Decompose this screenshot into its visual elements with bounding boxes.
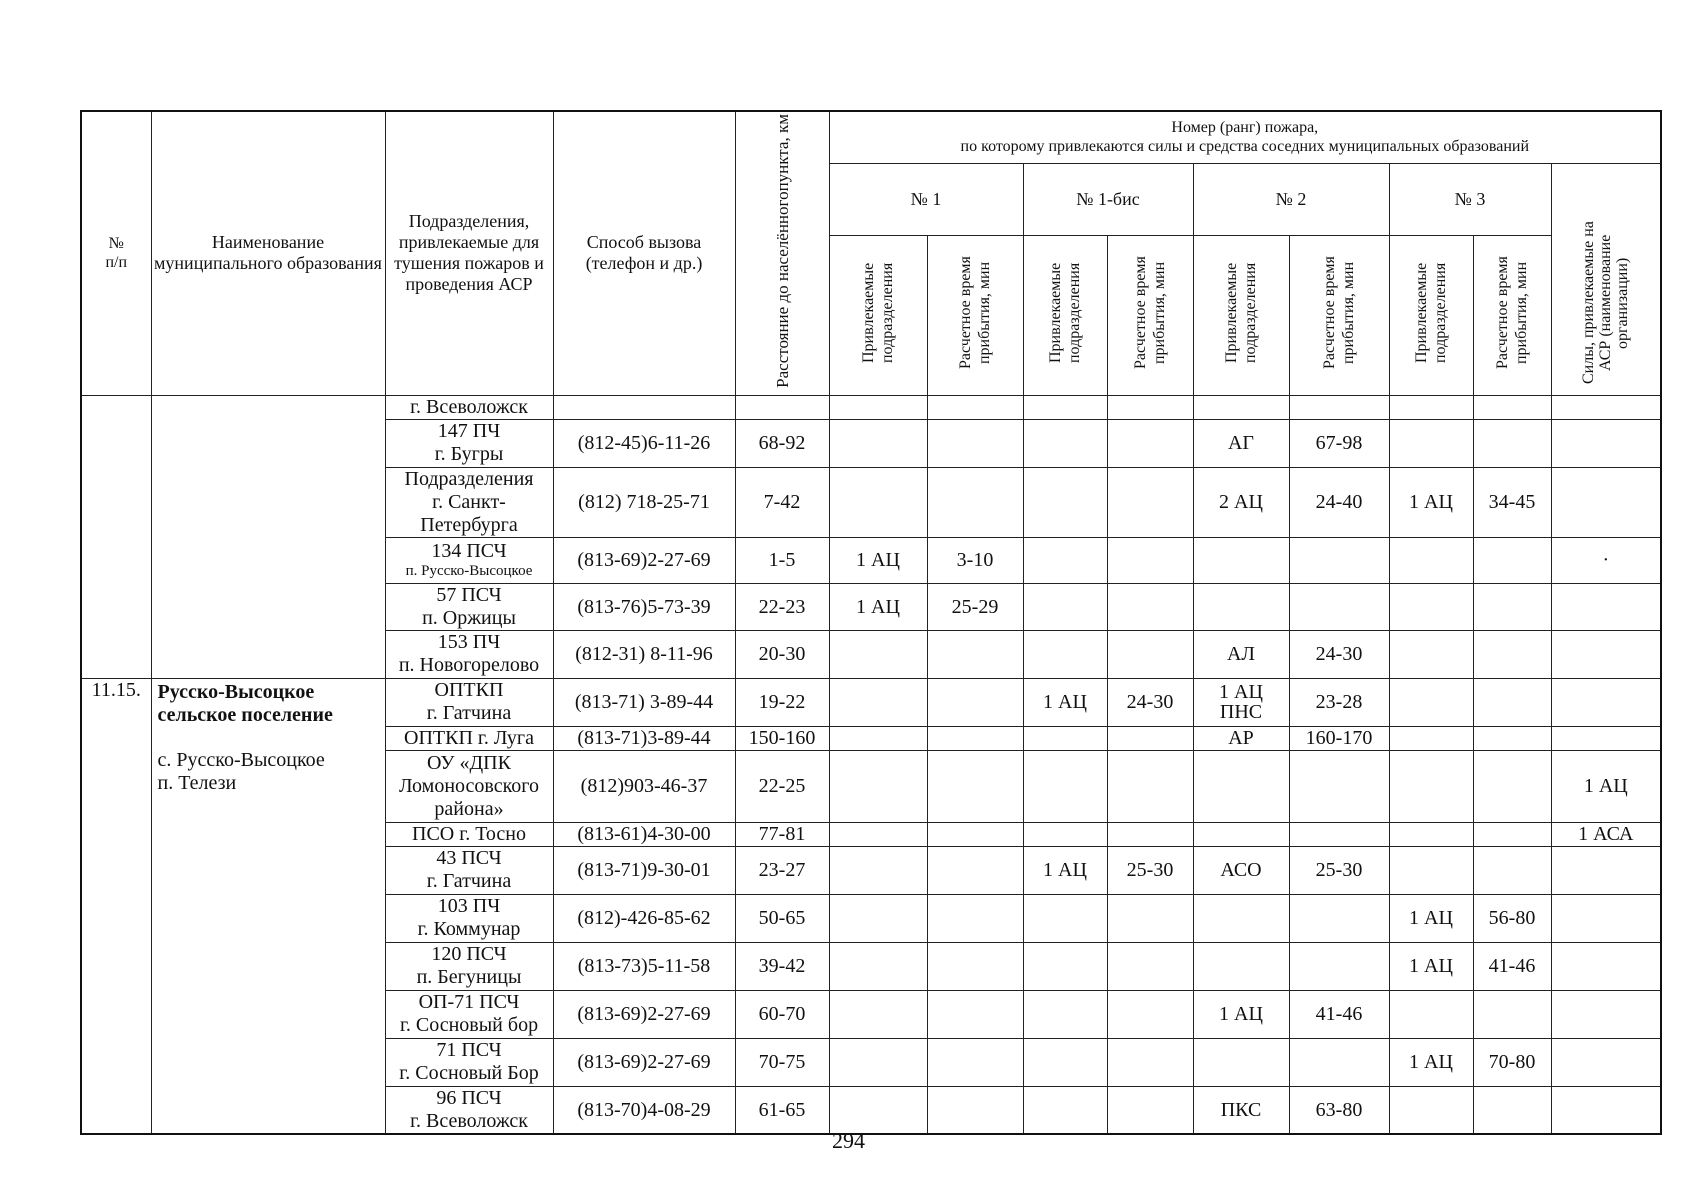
unit-line: 153 ПЧ	[437, 631, 501, 654]
r1t-cell	[927, 750, 1023, 822]
header-r2-units: Привлекаемые подразделения	[1193, 235, 1289, 395]
r3t-cell: 56-80	[1473, 894, 1551, 942]
r3t-cell	[1473, 630, 1551, 678]
r1u-cell	[829, 1038, 927, 1086]
r3u-cell	[1389, 822, 1473, 846]
header-rank-title: Номер (ранг) пожара,	[1171, 119, 1319, 137]
asr-cell	[1551, 467, 1661, 537]
header-rank-2: № 2	[1193, 163, 1389, 235]
r2t-cell: 24-30	[1289, 630, 1389, 678]
r3u-cell	[1389, 419, 1473, 467]
unit-line: 57 ПСЧ	[436, 583, 502, 606]
phone-cell: (813-71) 3-89-44	[553, 678, 735, 726]
unit-cell	[385, 822, 553, 846]
unit-line: ОУ «ДПК	[427, 751, 511, 774]
unit-cell	[385, 750, 553, 822]
unit-line: ПСО г. Тосно	[412, 822, 526, 845]
r1bt-cell	[1107, 894, 1193, 942]
r1u-cell	[829, 942, 927, 990]
r1bu-cell	[1023, 419, 1107, 467]
r3t-cell	[1473, 846, 1551, 894]
unit-line: 134 ПСЧ	[431, 540, 507, 563]
unit-line: г. Всеволожск	[410, 395, 528, 418]
r1bu-cell	[1023, 942, 1107, 990]
r1bt-cell	[1107, 419, 1193, 467]
r1t-cell	[927, 630, 1023, 678]
r3t-cell	[1473, 395, 1551, 419]
r2t-cell: 23-28	[1289, 678, 1389, 726]
phone-cell: (813-76)5-73-39	[553, 583, 735, 630]
r1t-cell	[927, 1038, 1023, 1086]
r1bu-cell	[1023, 990, 1107, 1038]
asr-cell	[1551, 419, 1661, 467]
r2u-cell: 1 АЦ	[1193, 990, 1289, 1038]
r1t-cell: 25-29	[927, 583, 1023, 630]
dist-cell: 7-42	[735, 467, 829, 537]
r1t-cell: 3-10	[927, 537, 1023, 583]
r1u-cell	[829, 395, 927, 419]
asr-cell: 1 АЦ	[1551, 750, 1661, 822]
r1bt-cell	[1107, 630, 1193, 678]
r3t-cell	[1473, 822, 1551, 846]
unit-line: 43 ПСЧ	[436, 847, 502, 870]
unit-cell	[385, 894, 553, 942]
r2u-cell	[1193, 942, 1289, 990]
unit-cell	[385, 395, 553, 419]
header-r1b-time: Расчетное время прибытия, мин	[1107, 235, 1193, 395]
r3t-cell	[1473, 750, 1551, 822]
phone-cell	[553, 395, 735, 419]
r2u-cell	[1193, 583, 1289, 630]
r2u-cell: ПКС	[1193, 1086, 1289, 1134]
r1bu-cell	[1023, 630, 1107, 678]
r3u-cell	[1389, 990, 1473, 1038]
dist-cell: 20-30	[735, 630, 829, 678]
r1u-cell	[829, 419, 927, 467]
header-distance: Расстояние до населённогопункта, км	[735, 111, 829, 395]
header-asr-forces: Силы, привлекаемые на АСР (наименование организации)	[1551, 163, 1661, 395]
r1bu-cell	[1023, 583, 1107, 630]
r1bu-cell: 1 АЦ	[1023, 678, 1107, 726]
r3u-cell	[1389, 395, 1473, 419]
r3t-cell	[1473, 990, 1551, 1038]
unit-line: Подразделения	[404, 467, 534, 490]
r1t-cell	[927, 467, 1023, 537]
unit-cell	[385, 583, 553, 630]
r3u-cell	[1389, 678, 1473, 726]
r2t-cell	[1289, 822, 1389, 846]
dist-cell: 60-70	[735, 990, 829, 1038]
r1bu-cell	[1023, 1038, 1107, 1086]
r2u-cell: 1 АЦ ПНС	[1193, 678, 1289, 726]
header-call-method: Способ вызова (телефон и др.)	[553, 111, 735, 395]
unit-line: 103 ПЧ	[437, 895, 501, 918]
r2u-cell	[1193, 1038, 1289, 1086]
r1u-cell	[829, 678, 927, 726]
section-settlements: с. Русско-Высоцкое п. Телези	[157, 748, 325, 794]
asr-cell	[1551, 630, 1661, 678]
r1t-cell	[927, 846, 1023, 894]
dist-cell: 22-23	[735, 583, 829, 630]
r2u-cell	[1193, 537, 1289, 583]
r1u-cell	[829, 726, 927, 750]
unit-line: г. Бугры	[434, 443, 504, 466]
phone-cell: (813-61)4-30-00	[553, 822, 735, 846]
row-num-cell	[81, 395, 151, 678]
unit-line: г. Гатчина	[426, 870, 512, 893]
r2t-cell: 41-46	[1289, 990, 1389, 1038]
unit-line: п. Бегуницы	[416, 966, 522, 989]
unit-cell	[385, 846, 553, 894]
r3t-cell: 41-46	[1473, 942, 1551, 990]
r2u-cell	[1193, 822, 1289, 846]
r3u-cell	[1389, 583, 1473, 630]
municipality-cell	[151, 395, 385, 678]
r2u-cell: АЛ	[1193, 630, 1289, 678]
r3u-cell: 1 АЦ	[1389, 942, 1473, 990]
r2t-cell	[1289, 942, 1389, 990]
r3u-cell	[1389, 846, 1473, 894]
header-r2-time: Расчетное время прибытия, мин	[1289, 235, 1389, 395]
asr-cell	[1551, 678, 1661, 726]
asr-cell	[1551, 990, 1661, 1038]
asr-cell	[1551, 942, 1661, 990]
unit-line: Ломоносовского	[398, 774, 540, 797]
r2u-cell	[1193, 750, 1289, 822]
r1u-cell: 1 АЦ	[829, 537, 927, 583]
r1bt-cell	[1107, 726, 1193, 750]
table-row	[81, 395, 1661, 419]
r1t-cell	[927, 942, 1023, 990]
header-rank-subtitle: по которому привлекаются силы и средства соседних муниципальных образований	[960, 138, 1529, 156]
r2t-cell	[1289, 750, 1389, 822]
dist-cell: 50-65	[735, 894, 829, 942]
r3u-cell: 1 АЦ	[1389, 467, 1473, 537]
r3t-cell: 34-45	[1473, 467, 1551, 537]
unit-line: г. Всеволожск	[410, 1110, 528, 1133]
header-units: Подразделения, привлекаемые для тушения пожаров и проведения АСР	[385, 111, 553, 395]
unit-line: 120 ПСЧ	[431, 943, 507, 966]
asr-cell	[1551, 583, 1661, 630]
r1bt-cell	[1107, 537, 1193, 583]
r1bt-cell	[1107, 990, 1193, 1038]
section-municipality	[151, 678, 385, 1134]
r1bu-cell	[1023, 467, 1107, 537]
phone-cell: (813-69)2-27-69	[553, 537, 735, 583]
section-number: 11.15.	[81, 678, 151, 1134]
dist-cell: 68-92	[735, 419, 829, 467]
r1u-cell	[829, 822, 927, 846]
header-rank-3: № 3	[1389, 163, 1551, 235]
unit-line: г. Санкт-	[432, 490, 506, 513]
r1bt-cell	[1107, 750, 1193, 822]
r3u-cell	[1389, 537, 1473, 583]
asr-cell: ·	[1551, 537, 1661, 583]
r3t-cell: 70-80	[1473, 1038, 1551, 1086]
unit-line: п. Новогорелово	[398, 654, 540, 677]
r2t-cell: 160-170	[1289, 726, 1389, 750]
asr-cell	[1551, 846, 1661, 894]
unit-cell	[385, 1038, 553, 1086]
r1t-cell	[927, 395, 1023, 419]
r1u-cell	[829, 467, 927, 537]
r2t-cell	[1289, 537, 1389, 583]
header-rank-1bis: № 1-бис	[1023, 163, 1193, 235]
phone-cell: (813-71)9-30-01	[553, 846, 735, 894]
r2t-cell: 63-80	[1289, 1086, 1389, 1134]
r2t-cell	[1289, 894, 1389, 942]
r3u-cell	[1389, 630, 1473, 678]
r1u-cell	[829, 846, 927, 894]
r3u-cell	[1389, 750, 1473, 822]
r2t-cell	[1289, 1038, 1389, 1086]
r1bu-cell	[1023, 726, 1107, 750]
r1bu-cell	[1023, 395, 1107, 419]
unit-cell	[385, 630, 553, 678]
r1bt-cell	[1107, 1038, 1193, 1086]
unit-cell	[385, 942, 553, 990]
r1t-cell	[927, 990, 1023, 1038]
phone-cell: (813-70)4-08-29	[553, 1086, 735, 1134]
dist-cell: 150-160	[735, 726, 829, 750]
r1u-cell	[829, 750, 927, 822]
phone-cell: (813-73)5-11-58	[553, 942, 735, 990]
unit-cell	[385, 726, 553, 750]
unit-cell	[385, 467, 553, 537]
r1bt-cell: 25-30	[1107, 846, 1193, 894]
unit-line: г. Сосновый бор	[399, 1014, 539, 1037]
r2t-cell	[1289, 395, 1389, 419]
r2u-cell	[1193, 894, 1289, 942]
r1t-cell	[927, 726, 1023, 750]
dist-cell: 19-22	[735, 678, 829, 726]
r2u-cell	[1193, 395, 1289, 419]
unit-line: Петербурга	[420, 513, 518, 536]
unit-line: 147 ПЧ	[437, 420, 501, 443]
header-num: № п/п	[81, 111, 151, 395]
r1bu-cell	[1023, 894, 1107, 942]
unit-cell	[385, 990, 553, 1038]
unit-line: ОП-71 ПСЧ	[418, 991, 520, 1014]
r2u-cell: 2 АЦ	[1193, 467, 1289, 537]
r1t-cell	[927, 894, 1023, 942]
unit-line: района»	[434, 797, 504, 820]
dist-cell: 39-42	[735, 942, 829, 990]
r1t-cell	[927, 419, 1023, 467]
r1t-cell	[927, 822, 1023, 846]
r1bt-cell	[1107, 822, 1193, 846]
r3u-cell: 1 АЦ	[1389, 894, 1473, 942]
r3t-cell	[1473, 419, 1551, 467]
asr-cell	[1551, 1038, 1661, 1086]
phone-cell: (812)-426-85-62	[553, 894, 735, 942]
unit-line: ОПТКП	[434, 679, 504, 702]
header-r3-time: Расчетное время прибытия, мин	[1473, 235, 1551, 395]
header-r1-time: Расчетное время прибытия, мин	[927, 235, 1023, 395]
unit-cell	[385, 678, 553, 726]
header-r1-units: Привлекаемые подразделения	[829, 235, 927, 395]
r3u-cell: 1 АЦ	[1389, 1038, 1473, 1086]
r1u-cell	[829, 630, 927, 678]
r2u-cell: АСО	[1193, 846, 1289, 894]
r1u-cell	[829, 894, 927, 942]
page-number: 294	[832, 1128, 865, 1153]
phone-cell: (812)903-46-37	[553, 750, 735, 822]
r1bu-cell	[1023, 537, 1107, 583]
unit-line: 71 ПСЧ	[436, 1039, 502, 1062]
r1t-cell	[927, 678, 1023, 726]
unit-cell	[385, 419, 553, 467]
phone-cell: (812-31) 8-11-96	[553, 630, 735, 678]
r1bt-cell	[1107, 467, 1193, 537]
r2t-cell: 25-30	[1289, 846, 1389, 894]
r2u-cell: АГ	[1193, 419, 1289, 467]
unit-line: г. Гатчина	[426, 702, 512, 725]
r1bu-cell	[1023, 822, 1107, 846]
r2u-cell: АР	[1193, 726, 1289, 750]
r2t-cell	[1289, 583, 1389, 630]
fire-forces-table	[80, 110, 1662, 1135]
unit-line: ОПТКП г. Луга	[404, 726, 534, 749]
unit-line: 96 ПСЧ	[436, 1087, 502, 1110]
r1u-cell: 1 АЦ	[829, 583, 927, 630]
unit-cell	[385, 537, 553, 583]
header-r1b-units: Привлекаемые подразделения	[1023, 235, 1107, 395]
unit-line: г. Коммунар	[417, 918, 521, 941]
r2t-cell: 24-40	[1289, 467, 1389, 537]
section-name: Русско-Высоцкое сельское поселение	[157, 680, 333, 726]
unit-line: г. Сосновый Бор	[399, 1062, 539, 1085]
unit-line: п. Русско-Высоцкое	[405, 563, 533, 580]
unit-line: п. Оржицы	[422, 606, 516, 629]
dist-cell: 77-81	[735, 822, 829, 846]
dist-cell	[735, 395, 829, 419]
asr-cell	[1551, 395, 1661, 419]
dist-cell: 70-75	[735, 1038, 829, 1086]
r3t-cell	[1473, 537, 1551, 583]
phone-cell: (813-69)2-27-69	[553, 990, 735, 1038]
dist-cell: 61-65	[735, 1086, 829, 1134]
r3u-cell	[1389, 726, 1473, 750]
dist-cell: 22-25	[735, 750, 829, 822]
r1bt-cell	[1107, 395, 1193, 419]
r3t-cell	[1473, 678, 1551, 726]
asr-cell	[1551, 894, 1661, 942]
r1bu-cell: 1 АЦ	[1023, 846, 1107, 894]
asr-cell	[1551, 726, 1661, 750]
header-municipality: Наименование муниципального образования	[151, 111, 385, 395]
phone-cell: (812) 718-25-71	[553, 467, 735, 537]
asr-cell: 1 АСА	[1551, 822, 1661, 846]
r2t-cell: 67-98	[1289, 419, 1389, 467]
phone-cell: (812-45)6-11-26	[553, 419, 735, 467]
header-rank-group	[829, 111, 1661, 163]
r1u-cell	[829, 990, 927, 1038]
header-r3-units: Привлекаемые подразделения	[1389, 235, 1473, 395]
r1bt-cell	[1107, 942, 1193, 990]
r1bu-cell	[1023, 750, 1107, 822]
r3t-cell	[1473, 726, 1551, 750]
dist-cell: 23-27	[735, 846, 829, 894]
r1bt-cell: 24-30	[1107, 678, 1193, 726]
dist-cell: 1-5	[735, 537, 829, 583]
table-row	[81, 678, 1661, 726]
r3t-cell	[1473, 583, 1551, 630]
phone-cell: (813-71)3-89-44	[553, 726, 735, 750]
header-rank-1: № 1	[829, 163, 1023, 235]
phone-cell: (813-69)2-27-69	[553, 1038, 735, 1086]
r1bt-cell	[1107, 583, 1193, 630]
